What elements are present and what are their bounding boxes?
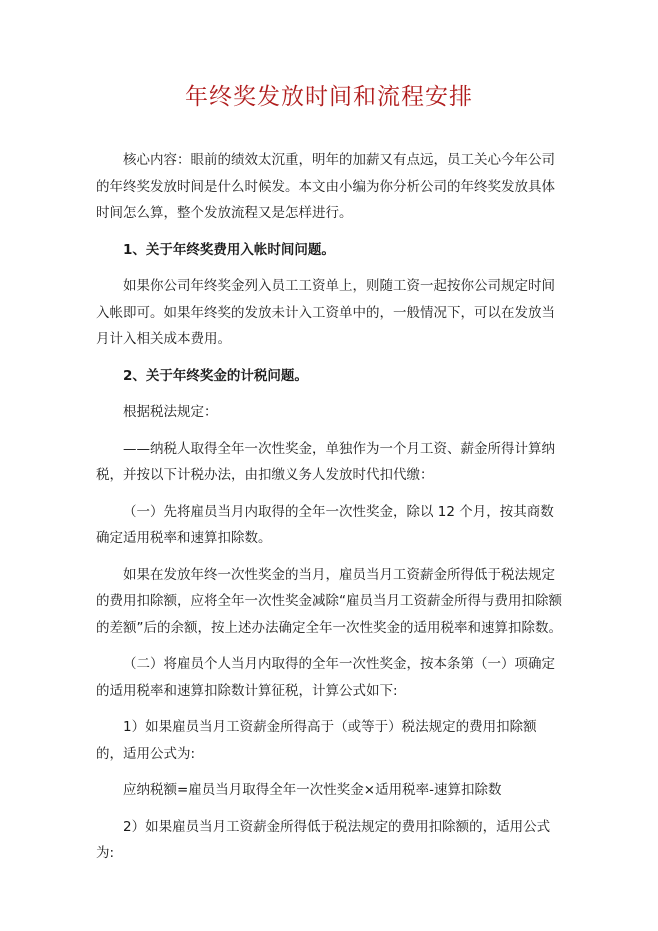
section-1-heading: 1、关于年终奖费用入帐时间问题。	[123, 241, 335, 258]
item-2-paragraph: （二）将雇员个人当月内取得的全年一次性奖金，按本条第（一）项确定的适用税率和速算扣除数计算征税，计算公式如下:	[96, 656, 555, 699]
section-2-heading: 2、关于年终奖金的计税问题。	[123, 367, 308, 384]
case-1-paragraph: 1）如果雇员当月工资薪金所得高于（或等于）税法规定的费用扣除额的，适用公式为:	[96, 719, 537, 762]
item-1-note-paragraph: 如果在发放年终一次性奖金的当月，雇员当月工资薪金所得低于税法规定的费用扣除额，应将全年一次性奖金减除“雇员当月工资薪金所得与费用扣除额的差额”后的余额，按上述办法确定全年一次性奖金的适用税率和速算扣除数。	[96, 566, 562, 636]
section-1-paragraph: 如果你公司年终奖金列入员工工资单上，则随工资一起按你公司规定时间入帐即可。如果年终奖的发放未计入工资单中的，一般情况下，可以在发放当月计入相关成本费用。	[96, 278, 555, 347]
tax-basis-paragraph: 根据税法规定：	[123, 404, 218, 420]
intro-paragraph: 核心内容：眼前的绩效太沉重，明年的加薪又有点远，员工关心今年公司的年终奖发放时间是什么时候发。本文由小编为你分析公司的年终奖发放具体时间怎么算，整个发放流程又是怎样进行。	[96, 152, 555, 221]
case-2-paragraph: 2）如果雇员当月工资薪金所得低于税法规定的费用扣除额的，适用公式为:	[96, 818, 551, 861]
tax-rule-paragraph: ——纳税人取得全年一次性奖金，单独作为一个月工资、薪金所得计算纳税，并按以下计税办法，由扣缴义务人发放时代扣代缴：	[96, 440, 555, 483]
document-title: 年终奖发放时间和流程安排	[185, 84, 473, 110]
item-1-paragraph: （一）先将雇员当月内取得的全年一次性奖金，除以 12 个月，按其商数确定适用税率和速算扣除数。	[96, 503, 554, 546]
formula-1: 应纳税额=雇员当月取得全年一次性奖金×适用税率-速算扣除数	[123, 782, 502, 798]
